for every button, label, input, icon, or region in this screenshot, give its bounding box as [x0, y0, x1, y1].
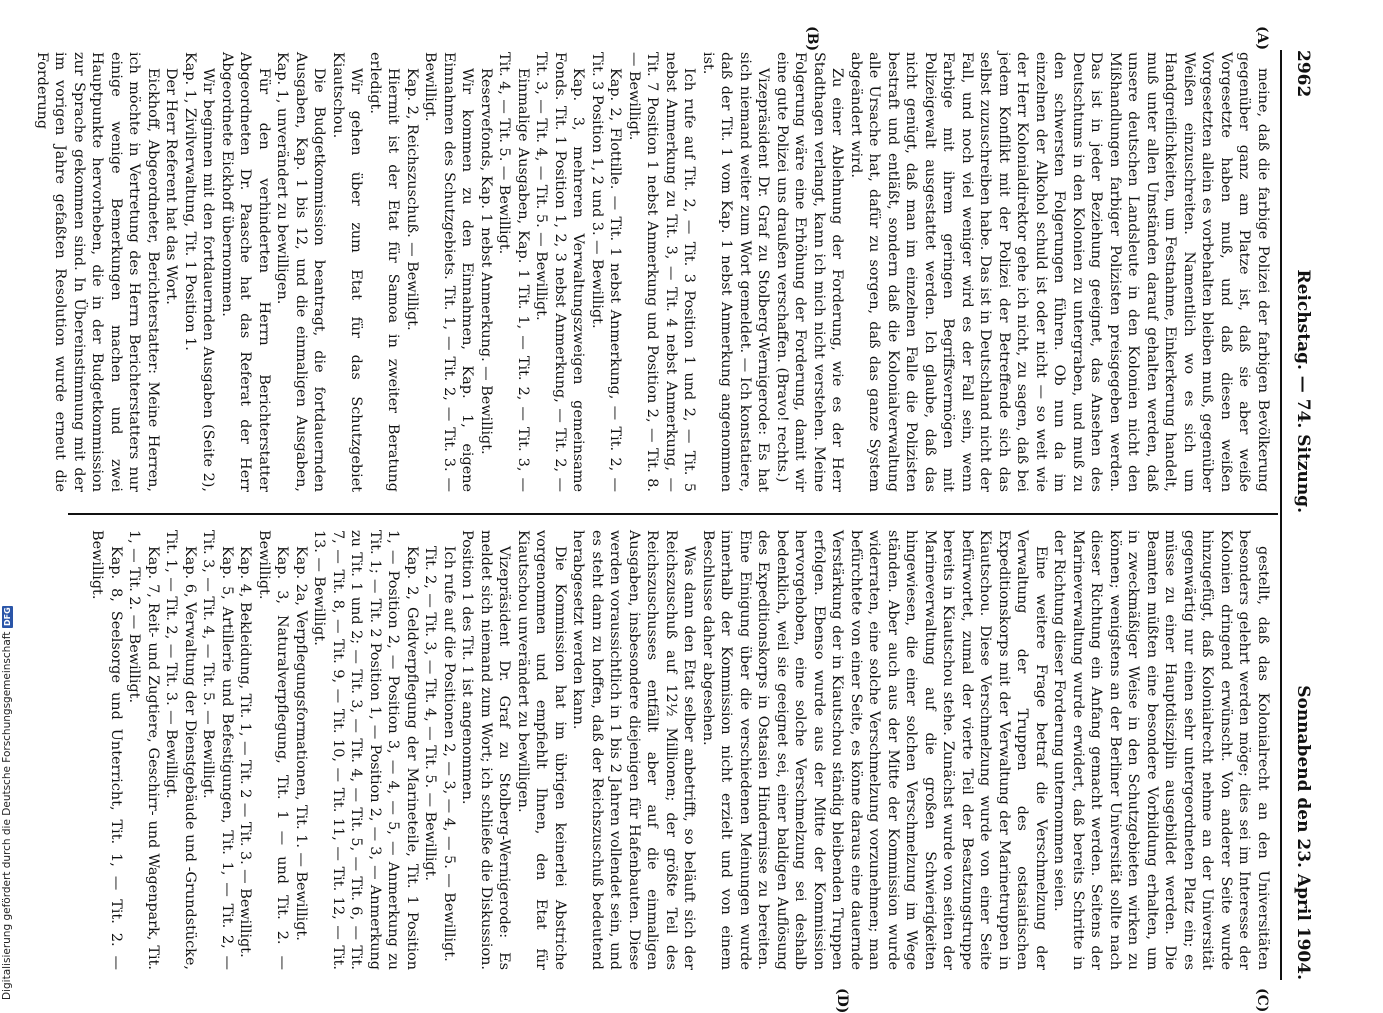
paragraph: Kap. 2a, Verpflegungsformationen, Tit. 1. — Bewilligt.	[293, 546, 309, 941]
paragraph: Vizepräsident Dr. Graf zu Stolberg-Wernigerode: Es hat sich niemand weiter zum Wort gemeldet. — Ich konstatiere, daß der Tit. 1 vom Kap. 1 nebst Anmerkung angenommen ist.	[700, 52, 772, 492]
paragraph: meine, daß die farbige Polizei der farbigen Bevölkerung gegenüber ganz am Platze ist, daß sie aber weiße Vorgesetzte haben muß, und daß diesen weißen Vorgesetzten allein es vorbehalten bleiben muß, gegenüber Weißen einzuschreiten. Namentlich wo es sich um Handgreiflichkeiten, um Festnahme, Einkerkerung handelt, muß unter allen Umständen darauf gehalten werden, daß unsere deutschen Landsleute in den Kolonien nicht den Mißhandlungen farbiger Polizisten preisgegeben werden. Das ist in jeder Beziehung geeignet, das Ansehen des Deutschtums in den Kolonien zu untergraben, und muß zu den schwersten Folgerungen führen. Ob nun da im einzelnen der Alkohol schuld ist oder nicht — so weit wie der Herr Kolonialdirektor gehe ich nicht, zu sagen, daß bei jedem Konflikt mit der Polizei der Betreffende sich das selbst zuzuschreiben habe. Das ist in Deutschland nicht der Fall, und noch viel weniger wird es der Fall sein, wenn Farbige mit ihrem geringen Begriffsvermögen mit Polizeigewalt ausgestattet werden. Ich glaube, daß das nicht genügt, daß man im einzelnen Falle die Polizisten bestraft und entläßt, sondern daß die Kolonialverwaltung alle Ursache hat, dafür zu sorgen, daß das ganze System abgeändert wird.	[848, 52, 1271, 492]
column-divider	[68, 513, 1278, 515]
paragraph: Die Kommission hat im übrigen keinerlei Abstriche vorgenommen und empfiehlt Ihnen, den Etat für Kiautschou unverändert zu bewilligen.	[515, 530, 568, 970]
paragraph: Wir gehen über zum Etat für das Schutzgebiet Kiautschou.	[330, 52, 365, 492]
margin-marker-a: (A)	[1254, 26, 1270, 51]
right-column	[67, 530, 1272, 970]
paragraph: Kap. 3, mehreren Verwaltungszweigen gemeinsame Fonds. Tit. 1 Position 1, 2, 3 nebst Anmerkung, — Tit. 2, — Tit. 3, — Tit. 4, — Tit. 5. — Bewilligt.	[533, 52, 587, 492]
paragraph: Der Herr Referent hat das Wort.	[163, 68, 180, 305]
header-rule	[1280, 50, 1282, 980]
page-date: Sonnabend den 23. April 1904.	[1293, 685, 1313, 980]
paragraph: Kap. 5, Artillerie und Befestigungen, Tit. 1, — Tit. 2, — Tit. 3, — Tit. 4, — Tit. 5. — Bewilligt.	[200, 530, 235, 970]
paragraph: Wir beginnen mit den fortdauernden Ausgaben (Seite 2), Kap. 1, Zivilverwaltung, Tit. 1 Position 1.	[182, 52, 217, 492]
margin-marker-c: (C)	[1254, 988, 1270, 1013]
paragraph: Zu einer Ablehnung der Forderung, wie es der Herr Stadthagen verlangt, kann ich mich nicht verstehen. Meine Folgerung wäre eine Erhöhung der Forderung, damit wir eine gute Polizei uns draußen verschaffen. (Bravo! rechts.)	[774, 52, 846, 492]
margin-marker-b: (B)	[804, 26, 820, 52]
paragraph: Reservefonds, Kap. 1 nebst Anmerkung. — Bewilligt.	[478, 68, 494, 455]
paragraph: Für den verhinderten Herrn Berichterstatter Abgeordneten Dr. Paasche hat das Referat der Herr Abgeordnete Eickhoff übernommen.	[219, 52, 272, 492]
paragraph: Hiermit ist der Etat für Samoa in zweiter Beratung erledigt.	[367, 52, 402, 492]
page-number: 2962	[1293, 50, 1313, 98]
paragraph: Kap. 6, Verwaltung der Dienstgebäude und -Grundstücke, Tit. 1, — Tit. 2, — Tit. 3. — Bewilligt.	[163, 530, 198, 970]
paragraph: Kap. 4, Bekleidung, Tit. 1, — Tit. 2 — Tit. 3. — Bewilligt.	[237, 546, 254, 958]
newspaper-page	[34, 26, 1320, 1013]
paragraph: Was dann den Etat selber anbetrifft, so beläuft sich der Reichszuschuß auf 12½ Millionen; der größte Teil des Reichszuschusses entfällt aber auf die einmaligen Ausgaben, insbesondere diejenigen für Hafenbauten. Diese werden voraussichtlich in 1 bis 2 Jahren vollendet sein, und es steht dann zu hoffen, daß der Reichszuschuß bedeutend herabgesetzt werden kann.	[570, 530, 698, 970]
paragraph: Tit. 2, — Tit. 3, — Tit. 4, — Tit. 5. — Bewilligt.	[422, 546, 439, 881]
paragraph: Ich rufe auf Tit. 2, — Tit. 3 Position 1 und 2, — Tit. 5 nebst Anmerkung zu Tit. 3, — Tit. 4 nebst Anmerkung, — Tit. 7 Position 1 nebst Anmerkung und Position 2, — Tit. 8. — Bewilligt.	[626, 52, 698, 492]
paragraph: Kap. 2, Geldverpflegung der Marineteile, Tit. 1 Position 1, — Position 2, — Position 3, — 4, — 5, — Anmerkung zu Tit. 1; — Tit. 2 Position 1, — Position 2, — 3, — Anmerkung zu Tit. 1 und 2; — Tit. 3, — Tit. 4, — Tit. 5, — Tit. 6, — Tit. 7, — Tit. 8, — Tit. 9, — Tit. 10, — Tit. 11, — Tit. 12, — Tit. 13. — Bewilligt.	[311, 530, 420, 970]
paragraph: Kap. 2, Reichszuschuß. — Bewilligt.	[404, 68, 420, 331]
page-title: Reichstag. — 74. Sitzung.	[1293, 269, 1313, 513]
paragraph: Vizepräsident Dr. Graf zu Stolberg-Wernigerode: Es meldet sich niemand zum Wort; ich schließe die Diskussion. Position 1 des Tit. 1 ist angenommen.	[459, 530, 513, 970]
paragraph: gestellt, daß das Kolonialrecht an den Universitäten besonders gelehrt werden möge; dies sei im Interesse der Kolonien dringend erwünscht. Von anderer Seite wurde hinzugefügt, daß Kolonialrecht nehme an der Universität gegenwärtig nur einen sehr untergeordneten Platz ein; es müsse zu einer Hauptdisziplin ausgebildet werden. Die Beamten müßten eine besondere Vorbildung erhalten, um in zweckmäßiger Weise in den Schutzgebieten wirken zu können; wenigstens an der Berliner Universität sollte nach dieser Richtung ein Anfang gemacht werden. Seitens der Marineverwaltung wurde erwidert, daß bereits Schritte in der Richtung dieser Forderung unternommen seien.	[1051, 530, 1271, 970]
left-column	[34, 52, 1272, 492]
paragraph: Kap. 7, Reit- und Zugtiere, Geschirr- und Wagenpark, Tit. 1, — Tit. 2. — Bewilligt.	[126, 530, 161, 970]
paragraph: Ich rufe auf die Positionen 2, — 3, — 4, — 5. — Bewilligt.	[441, 546, 457, 962]
page-header	[1286, 50, 1320, 980]
dfg-logo-icon: DFG	[2, 607, 12, 626]
paragraph: Einmalige Ausgaben, Kap. 1 Tit. 1, — Tit. 2, — Tit. 3, — Tit. 4, — Tit. 5. — Bewilligt.	[496, 52, 531, 492]
paragraph: Eine weitere Frage betraf die Verschmelzung der Verwaltung der Truppen des ostasiatischen Expeditionskorps mit der Verwaltung der Marinetruppen in Kiautschou. Diese Verschmelzung wurde von einer Seite befürwortet, zumal der vierte Teil der Besatzungstruppe bereits in Kiautschou stehe. Zunächst wurde von seiten der Marineverwaltung auf die großen Schwierigkeiten hingewiesen, die einer solchen Verschmelzung im Wege ständen. Aber auch aus der Mitte der Kommission wurde widerraten, eine solche Verschmelzung vorzunehmen; man befürchtete von einer Seite, es könne daraus eine dauernde Verstärkung der in Kiautschou ständig bleibenden Truppen erfolgen. Ebenso wurde aus der Mitte der Kommission hervorgehoben, eine solche Verschmelzung sei deshalb bedenklich, weil sie geeignet sei, einer baldigen Auflösung des Expeditionskorps in Ostasien Hindernisse zu bereiten. Eine Einigung über die verschiedenen Meinungen wurde innerhalb der Kommission nicht erzielt und von einem Beschlusse daher abgesehen.	[700, 530, 1049, 970]
paragraph: Kap. 3, Naturalverpflegung, Tit. 1 — und Tit. 2. — Bewilligt.	[256, 530, 291, 970]
paragraph: Die Budgetkommission beantragt, die fortdauernden Ausgaben, Kap. 1 bis 12, und die einmaligen Ausgaben, Kap. 1, unverändert zu bewilligen.	[274, 52, 328, 492]
digitization-footer	[0, 0, 14, 1000]
footer-text: Digitalisierung gefördert durch die Deutsche Forschungsgemeinschaft	[1, 631, 13, 1000]
paragraph: Eickhoff, Abgeordneter, Berichterstatter: Meine Herren, ich möchte in Vertretung des Herrn Berichterstatters nur einige wenige Bemerkungen machen und zwei Hauptpunkte hervorheben, die in der Budgetkommission zur Sprache gekommen sind. In Übereinstimmung mit der im vorigen Jahre gefaßten Resolution wurde erneut die Forderung	[34, 52, 161, 492]
paragraph: Wir kommen zu den Einnahmen, Kap. 1, eigene Einnahmen des Schutzgebiets. Tit. 1, — Tit. 2, — Tit. 3. — Bewilligt.	[422, 52, 476, 492]
paragraph: Kap. 2, Flottille. — Tit. 1 nebst Anmerkung, — Tit. 2, — Tit. 3 Position 1, 2 und 3. — Bewilligt.	[589, 52, 624, 492]
margin-marker-d: (D)	[834, 988, 850, 1013]
paragraph: Kap. 8, Seelsorge und Unterricht, Tit. 1, — Tit. 2. — Bewilligt.	[89, 530, 124, 970]
